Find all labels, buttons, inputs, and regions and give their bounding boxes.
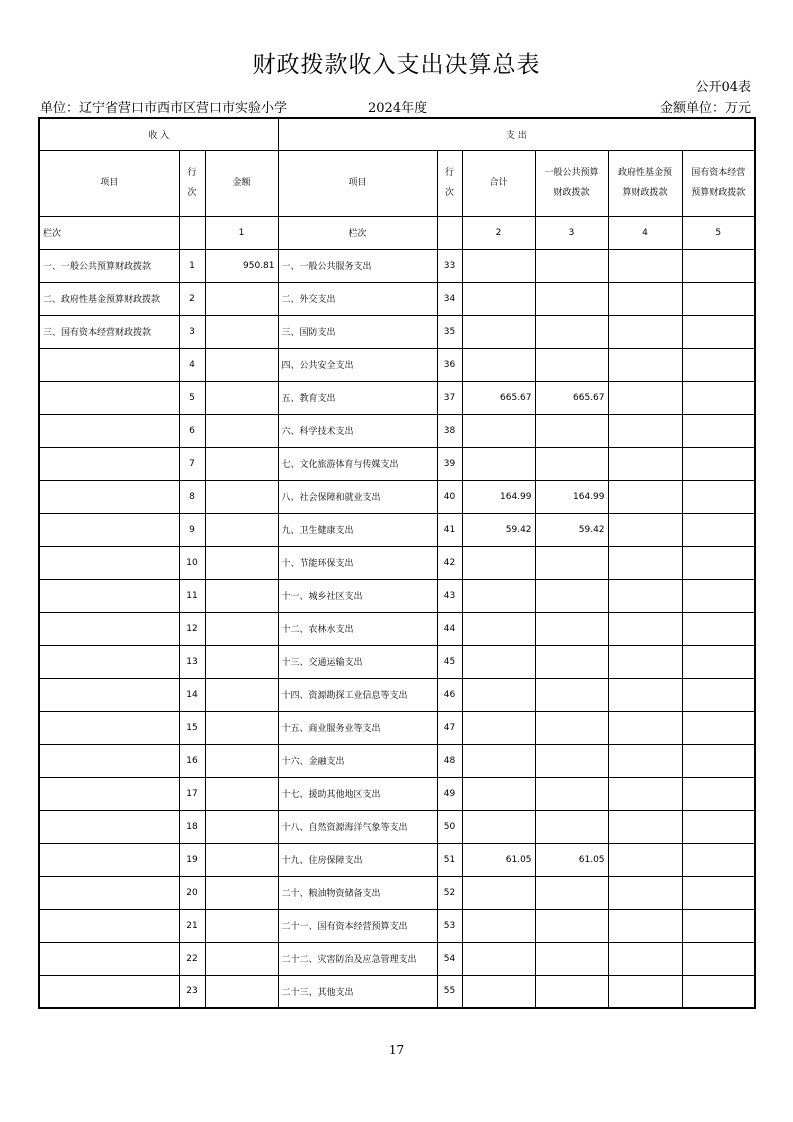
header-row-2 — [39, 150, 755, 216]
expense-total — [462, 315, 535, 348]
general-budget-amount — [535, 414, 608, 447]
expense-total — [462, 447, 535, 480]
general-budget-amount — [535, 282, 608, 315]
general-budget-amount — [535, 678, 608, 711]
gov-fund-amount — [608, 513, 682, 546]
income-item — [39, 513, 179, 546]
state-capital-amount — [682, 249, 755, 282]
table-row — [39, 414, 755, 447]
state-capital-amount — [682, 546, 755, 579]
report-year: 2024年度 — [368, 101, 428, 116]
income-rowno-header — [179, 150, 205, 216]
income-amount — [205, 843, 278, 876]
table-row — [39, 546, 755, 579]
income-amount: 950.81 — [205, 249, 278, 282]
form-number: 公开04表 — [695, 80, 751, 95]
gov-fund-amount — [608, 315, 682, 348]
expense-row-no: 48 — [437, 744, 462, 777]
expense-total — [462, 975, 535, 1008]
income-amount — [205, 579, 278, 612]
income-item — [39, 348, 179, 381]
table-row — [39, 513, 755, 546]
income-row-no: 11 — [179, 579, 205, 612]
gov-fund-line1: 政府性基金预 — [618, 168, 673, 178]
income-row-no: 20 — [179, 876, 205, 909]
expense-row-no: 37 — [437, 381, 462, 414]
state-capital-amount — [682, 645, 755, 678]
expense-item: 十、节能环保支出 — [278, 546, 437, 579]
expense-item: 十三、交通运输支出 — [278, 645, 437, 678]
income-item — [39, 777, 179, 810]
page-title: 财政拨款收入支出决算总表 — [252, 52, 541, 78]
table-row — [39, 810, 755, 843]
expense-row-no: 35 — [437, 315, 462, 348]
state-capital-amount — [682, 843, 755, 876]
state-capital-line1: 国有资本经营 — [691, 168, 746, 178]
gov-fund-amount — [608, 942, 682, 975]
expense-item: 十二、农林水支出 — [278, 612, 437, 645]
income-item: 一、一般公共预算财政拨款 — [39, 249, 179, 282]
expense-item: 十九、住房保障支出 — [278, 843, 437, 876]
general-budget-amount — [535, 612, 608, 645]
table-row — [39, 975, 755, 1008]
expense-total: 164.99 — [462, 480, 535, 513]
state-capital-amount — [682, 447, 755, 480]
total-header: 合计 — [462, 150, 535, 216]
expense-total — [462, 942, 535, 975]
general-budget-amount — [535, 810, 608, 843]
state-capital-amount — [682, 282, 755, 315]
expense-total: 665.67 — [462, 381, 535, 414]
table-row — [39, 876, 755, 909]
table-row — [39, 777, 755, 810]
expense-row-no: 33 — [437, 249, 462, 282]
gov-fund-amount — [608, 612, 682, 645]
income-amount — [205, 480, 278, 513]
expense-row-no: 42 — [437, 546, 462, 579]
income-amount — [205, 513, 278, 546]
income-item — [39, 381, 179, 414]
table-row — [39, 711, 755, 744]
amount-header: 金额 — [205, 150, 278, 216]
state-capital-amount — [682, 711, 755, 744]
expense-total — [462, 744, 535, 777]
table-body — [39, 249, 755, 1008]
gov-fund-amount — [608, 876, 682, 909]
gov-fund-amount — [608, 678, 682, 711]
expense-item: 十一、城乡社区支出 — [278, 579, 437, 612]
gov-fund-amount — [608, 249, 682, 282]
expense-row-no: 34 — [437, 282, 462, 315]
expense-total — [462, 645, 535, 678]
expense-total: 59.42 — [462, 513, 535, 546]
expense-total — [462, 612, 535, 645]
expense-row-no: 40 — [437, 480, 462, 513]
income-row-no: 10 — [179, 546, 205, 579]
expense-total — [462, 909, 535, 942]
gov-fund-amount — [608, 711, 682, 744]
income-row-no: 12 — [179, 612, 205, 645]
table-row — [39, 480, 755, 513]
expense-item: 二、外交支出 — [278, 282, 437, 315]
budget-table — [38, 117, 756, 1009]
expense-total — [462, 711, 535, 744]
income-amount — [205, 282, 278, 315]
expense-item: 六、科学技术支出 — [278, 414, 437, 447]
expense-row-no: 44 — [437, 612, 462, 645]
general-budget-amount: 59.42 — [535, 513, 608, 546]
expense-item: 九、卫生健康支出 — [278, 513, 437, 546]
income-amount — [205, 447, 278, 480]
income-row-no: 8 — [179, 480, 205, 513]
income-item — [39, 447, 179, 480]
expense-item: 二十、粮油物资储备支出 — [278, 876, 437, 909]
state-capital-header — [682, 150, 755, 216]
gov-fund-amount — [608, 777, 682, 810]
expense-item: 十五、商业服务业等支出 — [278, 711, 437, 744]
state-capital-amount — [682, 942, 755, 975]
unit-name: 单位：辽宁省营口市西市区营口市实验小学 — [40, 101, 288, 116]
general-budget-amount — [535, 579, 608, 612]
gov-fund-amount — [608, 810, 682, 843]
expense-total — [462, 678, 535, 711]
gov-fund-amount — [608, 843, 682, 876]
table-row — [39, 381, 755, 414]
state-capital-amount — [682, 909, 755, 942]
general-budget-amount: 164.99 — [535, 480, 608, 513]
gov-fund-amount — [608, 579, 682, 612]
col-index-empty — [179, 216, 205, 249]
expense-total — [462, 414, 535, 447]
expense-row-no: 36 — [437, 348, 462, 381]
table-row — [39, 282, 755, 315]
income-item — [39, 744, 179, 777]
income-row-no: 19 — [179, 843, 205, 876]
income-row-no: 2 — [179, 282, 205, 315]
state-capital-amount — [682, 348, 755, 381]
expense-total — [462, 579, 535, 612]
income-row-no: 18 — [179, 810, 205, 843]
rowno-top-text: 行 — [445, 168, 455, 178]
state-capital-amount — [682, 777, 755, 810]
gov-fund-amount — [608, 480, 682, 513]
income-row-no: 9 — [179, 513, 205, 546]
income-amount — [205, 381, 278, 414]
expense-total — [462, 546, 535, 579]
income-item: 二、政府性基金预算财政拨款 — [39, 282, 179, 315]
gov-fund-amount — [608, 414, 682, 447]
expense-item: 二十一、国有资本经营预算支出 — [278, 909, 437, 942]
expense-item: 十六、金融支出 — [278, 744, 437, 777]
header-row-1 — [39, 118, 755, 150]
expense-row-no: 45 — [437, 645, 462, 678]
table-row — [39, 942, 755, 975]
income-amount — [205, 942, 278, 975]
column-index-row — [39, 216, 755, 249]
income-item-header: 项目 — [39, 150, 179, 216]
state-capital-amount — [682, 414, 755, 447]
expense-total — [462, 777, 535, 810]
gov-fund-amount — [608, 447, 682, 480]
table-row — [39, 843, 755, 876]
state-capital-amount — [682, 381, 755, 414]
income-item — [39, 612, 179, 645]
general-budget-amount — [535, 249, 608, 282]
gov-fund-amount — [608, 546, 682, 579]
income-item — [39, 876, 179, 909]
income-row-no: 17 — [179, 777, 205, 810]
state-capital-amount — [682, 975, 755, 1008]
expense-item: 二十三、其他支出 — [278, 975, 437, 1008]
state-capital-amount — [682, 678, 755, 711]
expense-row-no: 47 — [437, 711, 462, 744]
expense-item-header: 项目 — [278, 150, 437, 216]
table-row — [39, 909, 755, 942]
general-budget-amount — [535, 876, 608, 909]
col-index-5: 5 — [682, 216, 755, 249]
income-item — [39, 810, 179, 843]
income-amount — [205, 612, 278, 645]
expense-row-no: 55 — [437, 975, 462, 1008]
income-amount — [205, 414, 278, 447]
general-budget-amount — [535, 447, 608, 480]
income-amount — [205, 645, 278, 678]
table-row — [39, 645, 755, 678]
expense-row-no: 49 — [437, 777, 462, 810]
income-item — [39, 711, 179, 744]
general-budget-amount — [535, 348, 608, 381]
income-amount — [205, 810, 278, 843]
state-capital-amount — [682, 876, 755, 909]
table-row — [39, 579, 755, 612]
general-budget-amount — [535, 711, 608, 744]
income-row-no: 5 — [179, 381, 205, 414]
expense-row-no: 52 — [437, 876, 462, 909]
income-row-no: 22 — [179, 942, 205, 975]
rowno-bottom-text: 次 — [445, 188, 455, 198]
state-capital-amount — [682, 744, 755, 777]
expense-item: 十七、援助其他地区支出 — [278, 777, 437, 810]
page-number: 17 — [388, 1043, 405, 1057]
general-budget-amount: 665.67 — [535, 381, 608, 414]
state-capital-amount — [682, 480, 755, 513]
table-row — [39, 447, 755, 480]
expense-header: 支 出 — [278, 118, 755, 150]
general-budget-amount — [535, 777, 608, 810]
income-amount — [205, 315, 278, 348]
state-capital-amount — [682, 612, 755, 645]
expense-item: 二十二、灾害防治及应急管理支出 — [278, 942, 437, 975]
expense-row-no: 41 — [437, 513, 462, 546]
expense-item: 八、社会保障和就业支出 — [278, 480, 437, 513]
col-index-exp-label: 栏次 — [278, 216, 437, 249]
general-budget-amount — [535, 942, 608, 975]
expense-row-no: 53 — [437, 909, 462, 942]
income-row-no: 13 — [179, 645, 205, 678]
income-row-no: 14 — [179, 678, 205, 711]
col-index-2: 2 — [462, 216, 535, 249]
income-amount — [205, 876, 278, 909]
state-capital-line2: 预算财政拨款 — [691, 188, 746, 198]
income-row-no: 1 — [179, 249, 205, 282]
gov-fund-amount — [608, 975, 682, 1008]
gov-fund-header — [608, 150, 682, 216]
expense-item: 四、公共安全支出 — [278, 348, 437, 381]
income-amount — [205, 711, 278, 744]
income-row-no: 16 — [179, 744, 205, 777]
expense-item: 十八、自然资源海洋气象等支出 — [278, 810, 437, 843]
general-budget-amount — [535, 975, 608, 1008]
income-amount — [205, 777, 278, 810]
col-index-3: 3 — [535, 216, 608, 249]
money-unit: 金额单位：万元 — [659, 101, 751, 116]
col-index-4: 4 — [608, 216, 682, 249]
income-row-no: 15 — [179, 711, 205, 744]
income-amount — [205, 909, 278, 942]
expense-item: 十四、资源勘探工业信息等支出 — [278, 678, 437, 711]
table-row — [39, 315, 755, 348]
rowno-bottom-text: 次 — [187, 188, 197, 198]
income-amount — [205, 975, 278, 1008]
expense-row-no: 38 — [437, 414, 462, 447]
expense-row-no: 50 — [437, 810, 462, 843]
table-row — [39, 744, 755, 777]
general-budget-amount — [535, 546, 608, 579]
expense-item: 五、教育支出 — [278, 381, 437, 414]
income-row-no: 21 — [179, 909, 205, 942]
gov-fund-amount — [608, 909, 682, 942]
table-row — [39, 348, 755, 381]
table-row — [39, 612, 755, 645]
income-amount — [205, 348, 278, 381]
income-row-no: 7 — [179, 447, 205, 480]
income-item — [39, 645, 179, 678]
expense-row-no: 39 — [437, 447, 462, 480]
general-budget-line1: 一般公共预算 — [544, 168, 599, 178]
income-row-no: 23 — [179, 975, 205, 1008]
general-budget-line2: 财政拨款 — [553, 188, 590, 198]
income-row-no: 6 — [179, 414, 205, 447]
expense-total — [462, 249, 535, 282]
income-header: 收 入 — [39, 118, 278, 150]
expense-total — [462, 876, 535, 909]
rowno-top-text: 行 — [187, 168, 197, 178]
gov-fund-amount — [608, 645, 682, 678]
income-item — [39, 909, 179, 942]
gov-fund-amount — [608, 348, 682, 381]
expense-row-no: 54 — [437, 942, 462, 975]
expense-total — [462, 810, 535, 843]
col-index-1: 1 — [205, 216, 278, 249]
state-capital-amount — [682, 513, 755, 546]
income-item — [39, 975, 179, 1008]
col-index-label: 栏次 — [39, 216, 179, 249]
expense-item: 一、一般公共服务支出 — [278, 249, 437, 282]
gov-fund-amount — [608, 282, 682, 315]
income-item — [39, 414, 179, 447]
expense-total — [462, 348, 535, 381]
income-item — [39, 480, 179, 513]
general-budget-amount: 61.05 — [535, 843, 608, 876]
income-amount — [205, 678, 278, 711]
expense-item: 三、国防支出 — [278, 315, 437, 348]
general-budget-amount — [535, 645, 608, 678]
income-amount — [205, 546, 278, 579]
table-row — [39, 249, 755, 282]
table-row — [39, 678, 755, 711]
col-index-empty — [437, 216, 462, 249]
general-budget-amount — [535, 909, 608, 942]
gov-fund-line2: 算财政拨款 — [622, 188, 668, 198]
expense-total — [462, 282, 535, 315]
income-row-no: 4 — [179, 348, 205, 381]
income-item — [39, 843, 179, 876]
income-item — [39, 579, 179, 612]
expense-rowno-header — [437, 150, 462, 216]
state-capital-amount — [682, 810, 755, 843]
gov-fund-amount — [608, 381, 682, 414]
gov-fund-amount — [608, 744, 682, 777]
general-budget-amount — [535, 315, 608, 348]
income-row-no: 3 — [179, 315, 205, 348]
income-item — [39, 546, 179, 579]
expense-row-no: 43 — [437, 579, 462, 612]
income-amount — [205, 744, 278, 777]
income-item: 三、国有资本经营财政拨款 — [39, 315, 179, 348]
expense-row-no: 51 — [437, 843, 462, 876]
expense-item: 七、文化旅游体育与传媒支出 — [278, 447, 437, 480]
state-capital-amount — [682, 315, 755, 348]
state-capital-amount — [682, 579, 755, 612]
expense-row-no: 46 — [437, 678, 462, 711]
general-budget-amount — [535, 744, 608, 777]
income-item — [39, 942, 179, 975]
expense-total: 61.05 — [462, 843, 535, 876]
general-budget-header — [535, 150, 608, 216]
income-item — [39, 678, 179, 711]
